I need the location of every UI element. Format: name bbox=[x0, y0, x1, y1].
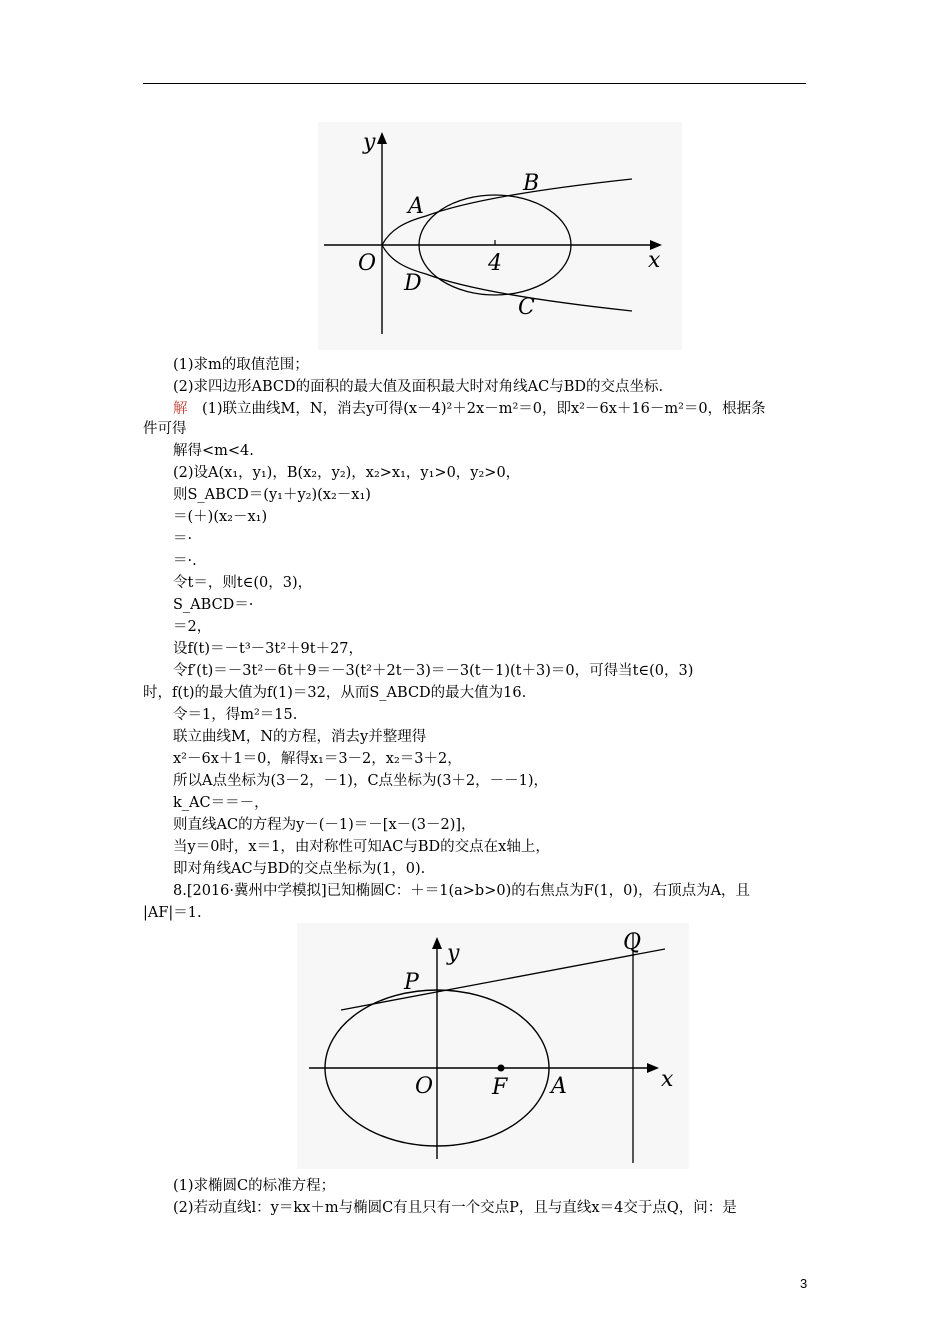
label-x-2: x bbox=[661, 1067, 674, 1092]
question-2: (2)求四边形ABCD的面积的最大值及面积最大时对角线AC与BD的交点坐标. bbox=[173, 379, 664, 395]
problem-8-question-1: (1)求椭圆C的标准方程； bbox=[173, 1178, 336, 1194]
page-number: 3 bbox=[800, 1276, 808, 1291]
solution-text-1: (1)联立曲线M，N，消去y可得(x－4)²＋2x－m²＝0，即x²－6x＋16－m²＝0，根据条 bbox=[202, 401, 766, 417]
label-D: D bbox=[404, 271, 422, 296]
solution-line-12: 设f(t)＝－t³－3t²＋9t＋27， bbox=[173, 641, 364, 657]
solution-line-19: k_AC＝＝－， bbox=[173, 795, 269, 811]
solution-line-6: ＝(＋)(x₂－x₁) bbox=[173, 509, 268, 525]
solution-line-15: 令＝1，得m²＝15. bbox=[173, 707, 298, 723]
solution-line-7: ＝· bbox=[173, 531, 193, 547]
solution-line-14: 时，f(t)的最大值为f(1)＝32，从而S_ABCD的最大值为16. bbox=[143, 685, 527, 701]
solution-line-21: 当y＝0时，x＝1，由对称性可知AC与BD的交点在x轴上， bbox=[173, 839, 550, 855]
solution-line-8: ＝·. bbox=[173, 553, 197, 569]
label-y-2: y bbox=[447, 941, 460, 966]
figure-1-svg bbox=[318, 122, 682, 350]
label-A: A bbox=[408, 194, 424, 219]
solution-line-9: 令t＝，则t∈(0，3)， bbox=[173, 575, 313, 591]
label-x: x bbox=[648, 248, 661, 273]
label-four: 4 bbox=[488, 251, 502, 276]
solution-line-10: S_ABCD＝· bbox=[173, 597, 254, 613]
label-origin: O bbox=[358, 251, 377, 276]
solution-line-17: x²－6x＋1＝0，解得x₁＝3－2，x₂＝3＋2， bbox=[173, 751, 462, 767]
label-origin-2: O bbox=[415, 1074, 434, 1099]
solution-line-2: 件可得 bbox=[143, 421, 187, 437]
solution-label: 解 bbox=[173, 401, 188, 417]
label-C: C bbox=[518, 295, 535, 320]
problem-8-line-2: |AF|＝1. bbox=[143, 905, 202, 921]
solution-line-5: 则S_ABCD＝(y₁＋y₂)(x₂－x₁) bbox=[173, 487, 371, 503]
solution-line-22: 即对角线AC与BD的交点坐标为(1，0). bbox=[173, 861, 426, 877]
solution-line-13: 令f′(t)＝－3t²－6t＋9＝－3(t²＋2t－3)＝－3(t－1)(t＋3)＝0，可得当t∈(0，3) bbox=[173, 663, 694, 679]
solution-line-3: 解得<m<4. bbox=[173, 443, 254, 459]
solution-line-16: 联立曲线M，N的方程，消去y并整理得 bbox=[173, 729, 427, 745]
label-Q: Q bbox=[623, 930, 642, 955]
problem-8-question-2: (2)若动直线l：y＝kx＋m与椭圆C有且只有一个交点P，且与直线x＝4交于点Q，问：是 bbox=[173, 1200, 737, 1216]
figure-parabola-circle bbox=[318, 122, 682, 350]
label-P: P bbox=[404, 970, 419, 995]
figure-ellipse-tangent bbox=[297, 923, 689, 1169]
solution-line-18: 所以A点坐标为(3－2，－1)，C点坐标为(3＋2，－－1)， bbox=[173, 773, 549, 789]
solution-line-1 bbox=[173, 399, 766, 419]
label-B: B bbox=[523, 171, 540, 196]
focus-point bbox=[498, 1065, 505, 1072]
solution-line-20: 则直线AC的方程为y－(－1)＝－[x－(3－2)]， bbox=[173, 817, 476, 833]
header-rule bbox=[143, 83, 806, 84]
label-F: F bbox=[492, 1075, 508, 1100]
solution-line-11: ＝2， bbox=[173, 619, 212, 635]
problem-8-line-1: 8.[2016·冀州中学模拟]已知椭圆C：＋＝1(a>b>0)的右焦点为F(1，0)，右顶点为A，且 bbox=[173, 883, 751, 899]
label-y: y bbox=[363, 130, 376, 155]
label-A-2: A bbox=[551, 1074, 567, 1099]
figure-2-svg bbox=[297, 923, 689, 1169]
solution-line-4: (2)设A(x₁，y₁)，B(x₂，y₂)，x₂>x₁，y₁>0，y₂>0， bbox=[173, 465, 521, 481]
question-1: (1)求m的取值范围； bbox=[173, 357, 309, 373]
